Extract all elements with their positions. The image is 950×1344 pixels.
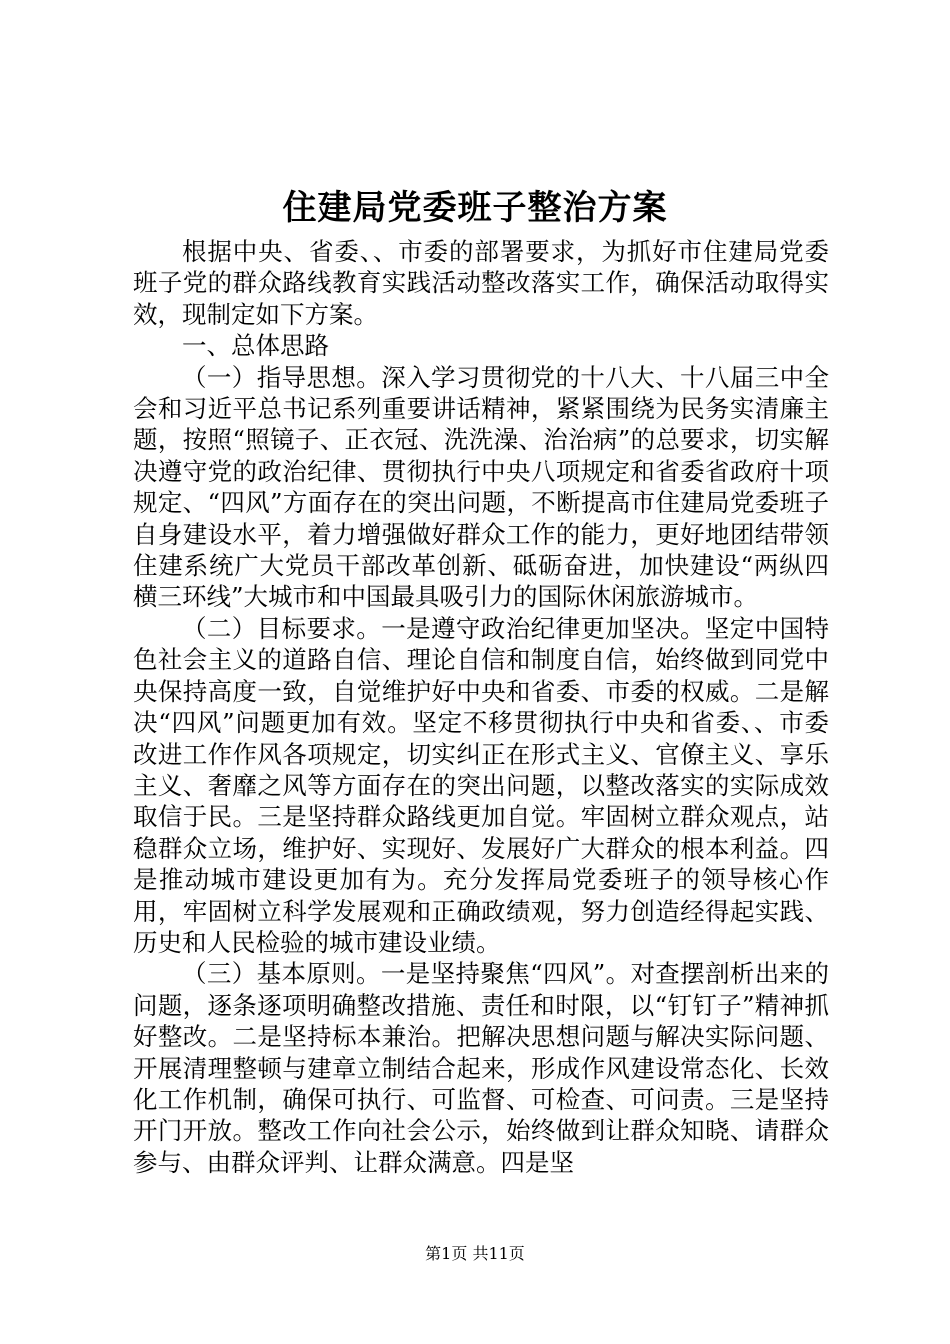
paragraph-intro: 根据中央、省委、、市委的部署要求，为抓好市住建局党委班子党的群众路线教育实践活动整改落实工作，确保活动取得实效，现制定如下方案。 — [133, 237, 829, 329]
paragraph-principles: （三）基本原则。一是坚持聚焦“四风”。对查摆剖析出来的问题，逐条逐项明确整改措施、责任和时限，以“钉钉子”精神抓好整改。二是坚持标本兼治。把解决思想问题与解决实际问题、开展清理整顿与建章立制结合起来，形成作风建设常态化、长效化工作机制，确保可执行、可监督、可检查、可问责。三是坚持开门开放。整改工作向社会公示，始终做到让群众知晓、请群众参与、由群众评判、让群众满意。四是坚 — [133, 959, 829, 1177]
paragraph-goals: （二）目标要求。一是遵守政治纪律更加坚决。坚定中国特色社会主义的道路自信、理论自信和制度自信，始终做到同党中央保持高度一致，自觉维护好中央和省委、市委的权威。二是解决“四风”问题更加有效。坚定不移贯彻执行中央和省委、、市委改进工作作风各项规定，切实纠正在形式主义、官僚主义、享乐主义、奢靡之风等方面存在的突出问题，以整改落实的实际成效取信于民。三是坚持群众路线更加自觉。牢固树立群众观点，站稳群众立场，维护好、实现好、发展好广大群众的根本利益。四是推动城市建设更加有为。充分发挥局党委班子的领导核心作用，牢固树立科学发展观和正确政绩观，努力创造经得起实践、历史和人民检验的城市建设业绩。 — [133, 613, 829, 957]
document-title: 住建局党委班子整治方案 — [282, 188, 668, 228]
page-footer: 第1页 共11页 — [425, 1244, 525, 1263]
document-body — [133, 236, 829, 1178]
section-heading-overall: 一、总体思路 — [182, 331, 329, 361]
paragraph-guiding-thought: （一）指导思想。深入学习贯彻党的十八大、十八届三中全会和习近平总书记系列重要讲话精神，紧紧围绕为民务实清廉主题，按照“照镜子、正衣冠、洗洗澡、治治病”的总要求，切实解决遵守党的政治纪律、贯彻执行中央八项规定和省委省政府十项规定、“四风”方面存在的突出问题，不断提高市住建局党委班子自身建设水平，着力增强做好群众工作的能力，更好地团结带领住建系统广大党员干部改革创新、砥砺奋进，加快建设“两纵四横三环线”大城市和中国最具吸引力的国际休闲旅游城市。 — [133, 362, 829, 612]
